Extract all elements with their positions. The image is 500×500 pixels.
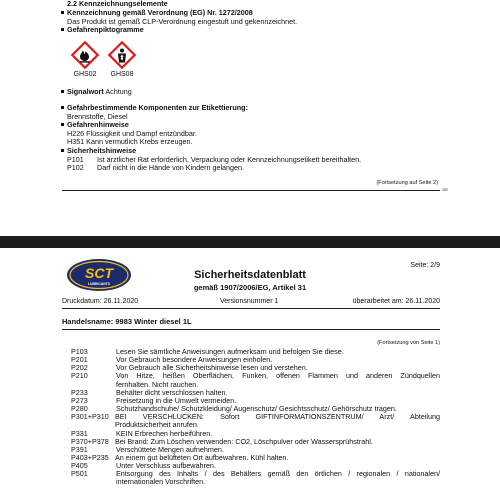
versionsnummer: Versionsnummer 1 bbox=[220, 298, 279, 305]
bullet-square bbox=[61, 149, 64, 152]
hinweise-title: Gefahrenhinweise bbox=[67, 120, 129, 130]
language-code: DE bbox=[442, 187, 448, 192]
ueberarbeitet-am: überarbeitet am: 26.11.2020 bbox=[352, 298, 440, 305]
statement-line: Vor Gebrauch besondere Anweisungen einholen. bbox=[116, 355, 273, 365]
statement-text bbox=[115, 413, 440, 429]
statement-code: P273 bbox=[71, 395, 88, 405]
bullet-square bbox=[61, 28, 64, 31]
kennzeichnung-title: Kennzeichnung gemäß Verordnung (EG) Nr. 1272/2008 bbox=[67, 8, 253, 17]
page-2-header bbox=[0, 250, 500, 310]
statement-line: Bei Brand: Zum Löschen verwenden: CO2, Löschpulver oder Wassersprühstrahl. bbox=[115, 436, 373, 446]
divider bbox=[62, 190, 440, 191]
page-separator bbox=[0, 236, 500, 248]
p-text: Darf nicht in die Hände von Kindern gelangen. bbox=[97, 163, 245, 173]
section-2-2-heading: 2.2 Kennzeichnungselemente bbox=[67, 0, 168, 8]
bullet-square bbox=[61, 106, 64, 109]
statement-line: internationalen Vorschriften. bbox=[116, 477, 206, 487]
statement-code: P210 bbox=[71, 371, 88, 381]
komponenten-title: Gefahrbestimmende Komponenten zur Etikettierung: bbox=[67, 103, 248, 112]
statement-code: P391 bbox=[71, 444, 88, 454]
statement-line: An einem gut belüfteten Ort aufbewahren. Kühl halten. bbox=[115, 452, 289, 462]
bullet-square bbox=[61, 11, 64, 14]
statement-line: Verschüttete Mengen aufnehmen. bbox=[116, 444, 224, 454]
statement-line: Freisetzung in die Umwelt vermeiden. bbox=[116, 395, 237, 405]
bullet-square bbox=[61, 90, 64, 93]
statement-text bbox=[116, 372, 440, 388]
statement-line: KEIN Erbrechen herbeiführen. bbox=[116, 428, 213, 438]
statement-code: P403+P235 bbox=[71, 452, 109, 462]
statement-line: Produktsicherheit anrufen. bbox=[115, 420, 199, 430]
page-title: Sicherheitsdatenblatt bbox=[194, 269, 306, 281]
bullet-square bbox=[61, 123, 64, 126]
piktogramme-title: Gefahrenpiktogramme bbox=[67, 25, 144, 35]
signalwort-value: Achtung bbox=[105, 87, 132, 96]
komponenten-block bbox=[67, 104, 440, 173]
druckdatum: Druckdatum: 26.11.2020 bbox=[62, 298, 139, 305]
page-subtitle: gemäß 1907/2006/EG, Artikel 31 bbox=[193, 283, 307, 292]
sicherheit-title: Sicherheitshinweise bbox=[67, 145, 137, 155]
signalwort-row bbox=[67, 88, 440, 97]
statement-line: Von Hitze, heißen Oberflächen, Funken, offenen Flammen und anderen Zündquellen bbox=[116, 371, 440, 381]
pictogram-group bbox=[70, 40, 150, 82]
statement-code: P103 bbox=[71, 347, 88, 356]
handelsname-divider bbox=[62, 329, 440, 330]
p-code: P101 bbox=[67, 154, 84, 164]
hinweis-h226: H226 Flüssigkeit und Dampf entzündbar. bbox=[67, 128, 197, 138]
hinweis-h351: H351 Kann vermutlich Krebs erzeugen. bbox=[67, 137, 193, 147]
p-code: P102 bbox=[67, 163, 84, 173]
statement-code: P501 bbox=[71, 469, 88, 479]
header-divider bbox=[62, 308, 440, 309]
statement-code: P331 bbox=[71, 428, 88, 438]
signalwort-label: Signalwort bbox=[67, 87, 104, 96]
statement-line: fernhalten. Nicht rauchen. bbox=[116, 379, 199, 389]
statement-line: BEI VERSCHLUCKEN: Sofort GIFTINFORMATIONSZENTRUM/ Arzt/ Abteilung bbox=[115, 412, 440, 422]
fortsetzung-von-seite-1: (Fortsetzung von Seite 1) bbox=[377, 340, 440, 346]
p-text: Ist ärztlicher Rat erforderlich, Verpackung oder Kennzeichnungsetikett bereithalten. bbox=[97, 154, 362, 164]
statement-text bbox=[116, 470, 440, 486]
statement-line: Lesen Sie sämtliche Anweisungen aufmerksam und befolgen Sie diese. bbox=[116, 347, 344, 356]
kennzeichnung-block bbox=[67, 9, 440, 35]
flame-icon bbox=[70, 40, 100, 70]
statement-code: P405 bbox=[71, 461, 88, 471]
statement-code: P201 bbox=[71, 355, 88, 365]
statement-line: Entsorgung des Inhalts / des Behälters gemäß den örtlichen / regionalen / nationalen/ bbox=[116, 469, 440, 479]
statement-code: P280 bbox=[71, 404, 88, 414]
ghs08-label: GHS08 bbox=[110, 71, 134, 78]
ghs02-label: GHS02 bbox=[73, 71, 97, 78]
komponenten-text: Brennstoffe, Diesel bbox=[67, 111, 128, 121]
handelsname: Handelsname: 9983 Winter diesel 1L bbox=[62, 317, 192, 326]
logo-subtext: LUBRICANTS bbox=[87, 282, 111, 286]
statement-line: Behälter dicht verschlossen halten. bbox=[116, 387, 228, 397]
statement-line: Vor Gebrauch alle Sicherheitshinweise lesen und verstehen. bbox=[116, 363, 308, 373]
statement-line: Unter Verschluss aufbewahren. bbox=[116, 461, 216, 471]
statement-code: P370+P378 bbox=[71, 436, 109, 446]
statement-code: P233 bbox=[71, 387, 88, 397]
page-1-fragment bbox=[0, 0, 500, 205]
statement-code: P202 bbox=[71, 363, 88, 373]
health-hazard-icon bbox=[107, 40, 137, 70]
logo-text: SCT bbox=[85, 265, 113, 281]
page-number: Seite: 2/9 bbox=[410, 262, 440, 269]
statement-code: P301+P310 bbox=[71, 412, 109, 422]
fortsetzung-auf-seite-2: (Fortsetzung auf Seite 2) bbox=[376, 180, 438, 186]
kennzeichnung-text: Das Produkt ist gemäß CLP-Verordnung eingestuft und gekennzeichnet. bbox=[67, 16, 298, 26]
statement-line: Schutzhandschuhe/ Schutzkleidung/ Augenschutz/ Gesichtsschutz/ Gehörschutz tragen. bbox=[116, 404, 397, 414]
